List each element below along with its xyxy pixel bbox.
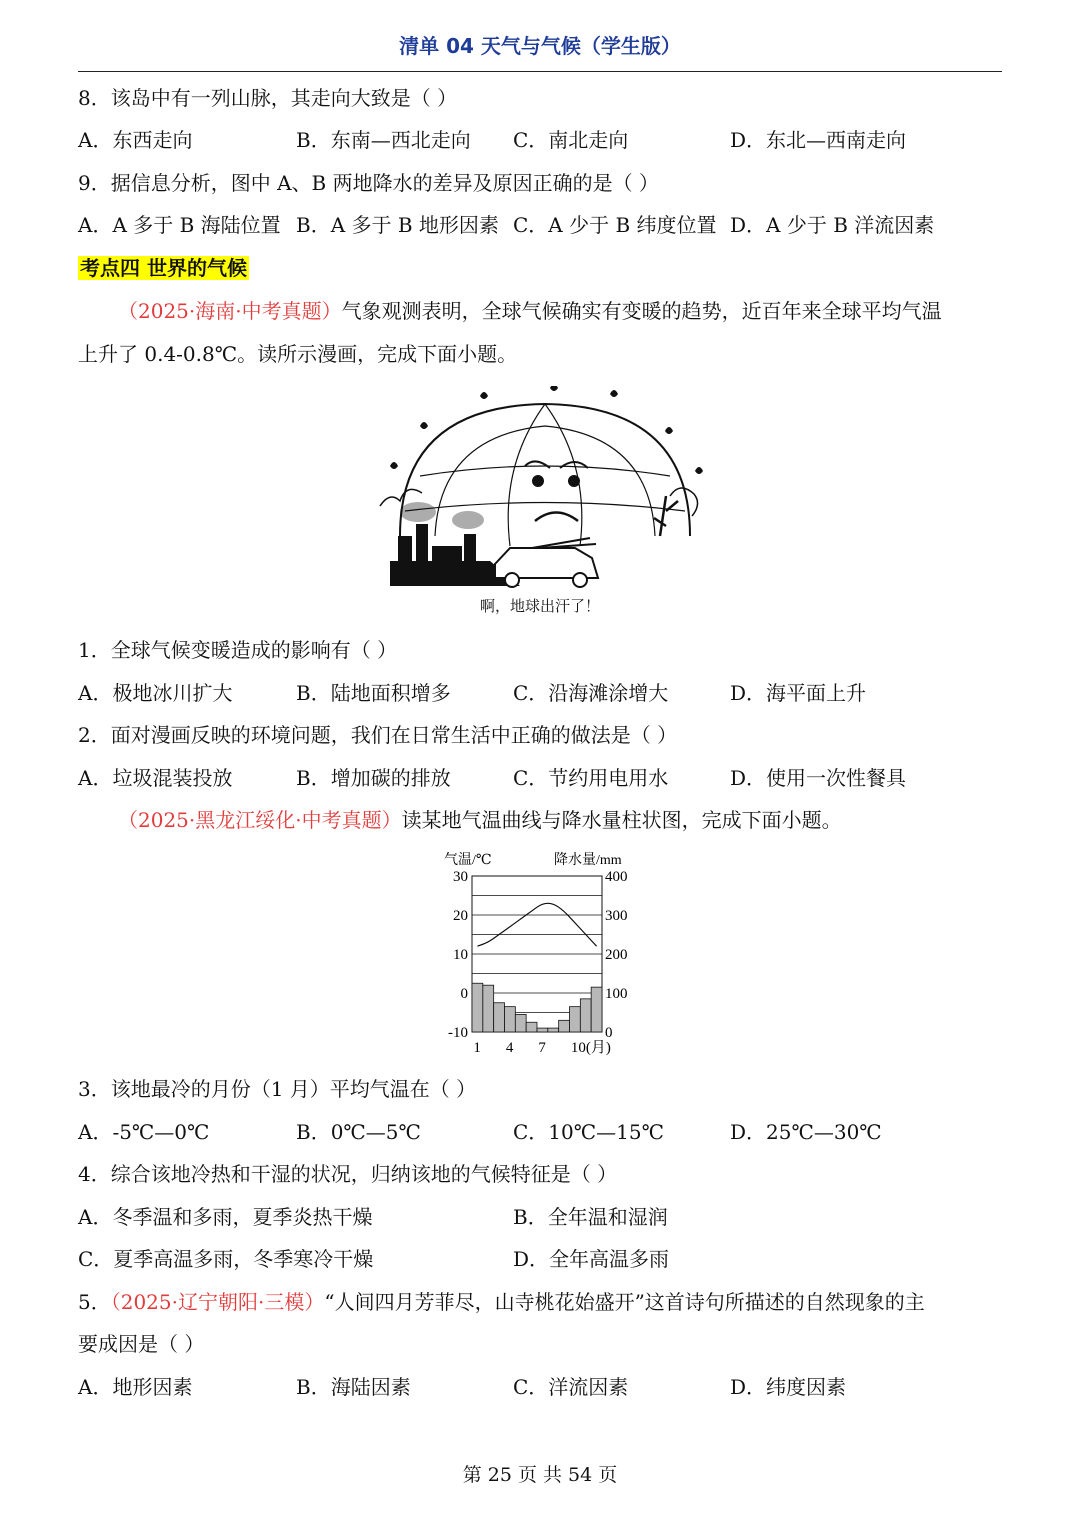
- question-2-option-b: B．增加碳的排放: [296, 766, 451, 790]
- precipitation-tick-label: 400: [605, 869, 628, 885]
- question-4-option-b: B．全年温和湿润: [513, 1205, 668, 1229]
- intro-1-source: （2025·海南·中考真题）: [118, 299, 342, 323]
- section-4-title: 考点四 世界的气候: [80, 256, 247, 280]
- month-tick-label: 7: [538, 1040, 546, 1056]
- section-heading: [78, 254, 249, 282]
- question-8-stem: 8．该岛中有一列山脉，其走向大致是（ ）: [78, 86, 458, 110]
- question-4-option-c: C．夏季高温多雨，冬季寒冷干燥: [78, 1247, 374, 1271]
- question-5-source: （2025·辽宁朝阳·三模）: [110, 1290, 325, 1314]
- question-9-options: [78, 211, 1002, 239]
- question-8-options: [78, 126, 1002, 154]
- question-9-option-c: C．A 少于 B 纬度位置: [513, 213, 717, 237]
- question-1-stem: 1．全球气候变暖造成的影响有（ ）: [78, 638, 398, 662]
- chart-left-axis-label: 气温/℃: [444, 853, 492, 868]
- precipitation-tick-label: 200: [605, 947, 628, 963]
- intro-1-line-1: [118, 297, 942, 325]
- intro-2-source: （2025·黑龙江绥化·中考真题）: [118, 808, 402, 832]
- question-8-option-a: A．东西走向: [78, 128, 193, 152]
- question-5-option-a: A．地形因素: [78, 1375, 193, 1399]
- question-3-option-c: C．10℃—15℃: [513, 1120, 664, 1144]
- precipitation-bar: [526, 1022, 537, 1032]
- question-9-stem: 9．据信息分析，图中 A、B 两地降水的差异及原因正确的是（ ）: [78, 171, 659, 195]
- question-5-text-2: 要成因是（ ）: [78, 1332, 205, 1356]
- precipitation-bar: [494, 1003, 505, 1032]
- question-5-option-d: D．纬度因素: [730, 1375, 847, 1399]
- question-3-option-d: D．25℃—30℃: [730, 1120, 882, 1144]
- question-3-option-a: A．-5℃—0℃: [78, 1120, 210, 1144]
- intro-2-line: [118, 806, 842, 834]
- precipitation-bar: [472, 983, 483, 1032]
- precipitation-bar: [591, 987, 602, 1032]
- temperature-tick-label: 30: [453, 869, 468, 885]
- question-2-option-d: D．使用一次性餐具: [730, 766, 907, 790]
- question-4-options-row-2: [78, 1245, 1002, 1273]
- question-1-option-b: B．陆地面积增多: [296, 681, 451, 705]
- question-3-stem: 3．该地最冷的月份（1 月）平均气温在（ ）: [78, 1077, 477, 1101]
- question-9-option-a: A．A 多于 B 海陆位置: [78, 213, 281, 237]
- question-1-options: [78, 679, 1002, 707]
- precipitation-tick-label: 300: [605, 908, 628, 924]
- precipitation-bar: [505, 1007, 516, 1032]
- intro-1-text-2: 上升了 0.4-0.8℃。读所示漫画，完成下面小题。: [78, 342, 518, 366]
- question-8-option-d: D．东北—西南走向: [730, 128, 907, 152]
- question-1-option-d: D．海平面上升: [730, 681, 867, 705]
- page-header-title: 清单 04 天气与气候（学生版）: [399, 34, 681, 58]
- question-2-option-c: C．节约用电用水: [513, 766, 669, 790]
- precipitation-bar: [548, 1028, 559, 1032]
- precipitation-tick-label: 0: [605, 1025, 613, 1041]
- question-5-option-b: B．海陆因素: [296, 1375, 411, 1399]
- question-3-option-b: B．0℃—5℃: [296, 1120, 421, 1144]
- chart-right-axis-label: 降水量/mm: [554, 853, 622, 868]
- precipitation-bar: [483, 985, 494, 1032]
- intro-2-text: 读某地气温曲线与降水量柱状图，完成下面小题。: [401, 808, 842, 832]
- precipitation-bar: [570, 1007, 581, 1032]
- temperature-tick-label: 20: [453, 908, 468, 924]
- month-tick-label: 4: [505, 1040, 514, 1056]
- cartoon-caption: 啊，地球出汗了！: [479, 597, 600, 615]
- question-5-line-1: [78, 1288, 925, 1316]
- temperature-tick-label: 0: [460, 986, 468, 1002]
- month-tick-label: 10(月): [570, 1040, 611, 1056]
- precipitation-bar: [537, 1028, 548, 1032]
- question-8-option-b: B．东南—西北走向: [296, 128, 471, 152]
- earth-sweating-cartoon: [360, 386, 720, 590]
- temperature-tick-label: 10: [453, 947, 468, 963]
- question-1-option-a: A．极地冰川扩大: [78, 681, 233, 705]
- month-tick-label: 1: [473, 1040, 481, 1056]
- precipitation-bar: [559, 1020, 570, 1032]
- climate-chart: [430, 846, 650, 1058]
- question-4-stem: 4．综合该地冷热和干湿的状况，归纳该地的气候特征是（ ）: [78, 1162, 618, 1186]
- question-9-option-b: B．A 多于 B 地形因素: [296, 213, 499, 237]
- question-5-option-c: C．洋流因素: [513, 1375, 629, 1399]
- page-footer: 第 25 页 共 54 页: [462, 1464, 618, 1486]
- question-4-option-a: A．冬季温和多雨，夏季炎热干燥: [78, 1205, 373, 1229]
- intro-1-text-1: 气象观测表明，全球气候确实有变暖的趋势，近百年来全球平均气温: [341, 299, 942, 323]
- question-4-option-d: D．全年高温多雨: [513, 1247, 670, 1271]
- header-divider: [78, 71, 1002, 72]
- temperature-tick-label: -10: [448, 1025, 468, 1041]
- question-3-options: [78, 1118, 1002, 1146]
- question-2-options: [78, 764, 1002, 792]
- question-2-option-a: A．垃圾混装投放: [78, 766, 233, 790]
- precipitation-bar: [580, 999, 591, 1032]
- precipitation-bar: [515, 1014, 526, 1032]
- question-8-option-c: C．南北走向: [513, 128, 629, 152]
- question-5-number: 5．: [78, 1290, 111, 1314]
- question-5-text-1: “人间四月芳菲尽，山寺桃花始盛开”这首诗句所描述的自然现象的主: [324, 1290, 925, 1314]
- temperature-curve: [477, 903, 596, 946]
- precipitation-tick-label: 100: [605, 986, 628, 1002]
- question-1-option-c: C．沿海滩涂增大: [513, 681, 669, 705]
- question-5-options: [78, 1373, 1002, 1401]
- question-4-options-row-1: [78, 1203, 1002, 1231]
- question-9-option-d: D．A 少于 B 洋流因素: [730, 213, 935, 237]
- question-2-stem: 2．面对漫画反映的环境问题，我们在日常生活中正确的做法是（ ）: [78, 723, 678, 747]
